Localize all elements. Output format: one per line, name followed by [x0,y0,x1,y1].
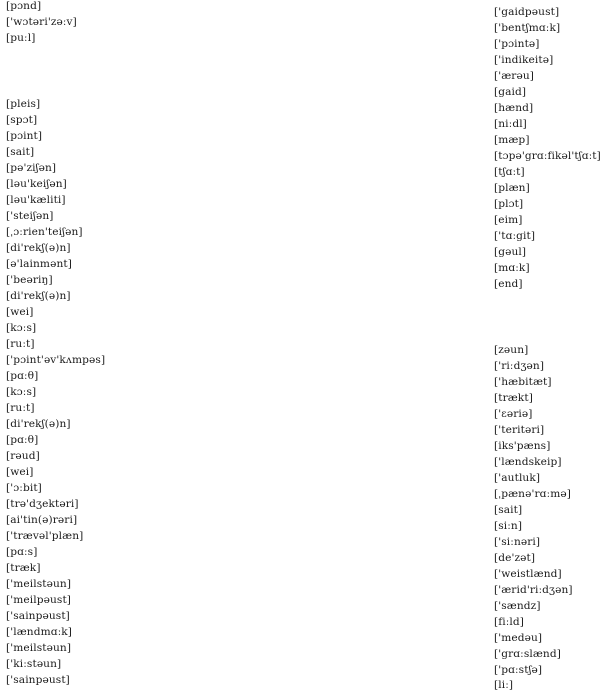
phonetic-entry: [wei] [6,306,34,318]
phonetic-entry: ['gaidpəust] [494,6,560,18]
phonetic-entry: [tʃɑːt] [494,166,525,178]
phonetic-entry: [kɔːs] [6,322,37,334]
phonetic-entry: [de'zət] [494,552,536,564]
phonetic-entry: [mɑːk] [494,262,530,274]
phonetic-entry: [ruːt] [6,338,35,350]
phonetic-entry: ['meilpəust] [6,594,72,606]
phonetic-entry: [spɔt] [6,114,38,126]
phonetic-entry: ['pɑːstʃə] [494,664,543,676]
phonetic-entry: [niːdl] [494,118,527,130]
phonetic-entry: [hænd] [494,102,534,114]
phonetic-entry: ['pɔint'əv'kʌmpəs] [6,354,106,366]
phonetic-entry: ['ærəu] [494,70,534,82]
phonetic-entry: [sait] [6,146,35,158]
phonetic-entry: [ˌpænə'rɑːmə] [494,488,571,500]
phonetic-entry: ['sainpəust] [6,610,70,622]
phonetic-entry: ['steiʃən] [6,210,54,222]
phonetic-entry: [ˌɔːrien'teiʃən] [6,226,83,238]
phonetic-entry: ['ærid'riːdʒən] [494,584,573,596]
phonetic-entry: [siːn] [494,520,523,532]
phonetic-entry: ['sainpəust] [6,674,70,686]
phonetic-entry: [pɑːθ] [6,370,39,382]
phonetic-entry: [pɔnd] [6,0,42,12]
phonetic-entry: [ruːt] [6,402,35,414]
phonetic-entry: [gaid] [494,86,527,98]
phonetic-entry: ['bentʃmɑːk] [494,22,561,34]
phonetic-entry: ['weistlænd] [494,568,562,580]
phonetic-entry: [pɔint] [6,130,43,142]
phonetic-entry: [plɔt] [494,198,524,210]
phonetic-entry: ['kiːstəun] [6,658,62,670]
phonetic-entry: ['meilstəun] [6,578,72,590]
phonetic-entry: ['lændmɑːk] [6,626,73,638]
phonetic-entry: [puːl] [6,32,36,44]
phonetic-entry: [end] [494,278,523,290]
phonetic-entry: ['meilstəun] [6,642,72,654]
phonetic-entry: [gəul] [494,246,527,258]
phonetic-entry: ['indikeitə] [494,54,554,66]
phonetic-entry: [sait] [494,504,523,516]
phonetic-entry: ['grɑːslænd] [494,648,561,660]
phonetic-entry: ['hæbitæt] [494,376,552,388]
phonetic-entry: ['lændskeip] [494,456,562,468]
phonetic-entry: [ləu'kæliti] [6,194,66,206]
phonetic-entry: ['wɔtəri'zəːv] [6,16,77,28]
phonetic-entry: ['autluk] [494,472,541,484]
phonetic-entry: [eim] [494,214,523,226]
phonetic-entry: ['siːnəri] [494,536,541,548]
phonetic-entry: ['teritəri] [494,424,545,436]
phonetic-entry: ['beəriŋ] [6,274,53,286]
phonetic-entry: ['trævəl'plæn] [6,530,84,542]
phonetic-entry: [pə'ziʃən] [6,162,57,174]
phonetic-entry: [zəun] [494,344,529,356]
phonetic-entry: [fiːld] [494,616,525,628]
phonetic-entry: [ai'tin(ə)rəri] [6,514,78,526]
phonetic-entry: ['sændz] [494,600,541,612]
phonetic-entry: [wei] [6,466,34,478]
phonetic-entry: [di'rekʃ(ə)n] [6,290,71,302]
phonetic-entry: ['ɛəriə] [494,408,533,420]
phonetic-entry: [pɑːθ] [6,434,39,446]
phonetic-entry: [trækt] [494,392,533,404]
phonetic-entry: [pɑːs] [6,546,38,558]
phonetic-entry: [ləu'keiʃən] [6,178,67,190]
phonetic-entry: ['riːdʒən] [494,360,545,372]
phonetic-entry: [iks'pæns] [494,440,551,452]
phonetic-entry: [tɔpə'grɑːfikəl'tʃɑːt] [494,150,601,162]
phonetic-entry: [pleis] [6,98,41,110]
phonetic-entry: ['medəu] [494,632,543,644]
phonetic-entry: [plæn] [494,182,530,194]
phonetic-entry: [mæp] [494,134,530,146]
phonetic-entry: ['ɔːbit] [6,482,42,494]
phonetic-entry: [di'rekʃ(ə)n] [6,242,71,254]
phonetic-entry: [di'rekʃ(ə)n] [6,418,71,430]
phonetic-entry: [ə'lainmənt] [6,258,72,270]
phonetic-entry: [trə'dʒektəri] [6,498,79,510]
phonetic-entry: [rəud] [6,450,40,462]
phonetic-entry: ['pɔintə] [494,38,540,50]
phonetic-entry: [træk] [6,562,41,574]
phonetic-entry: [liː] [494,679,514,691]
phonetic-entry: ['tɑːgit] [494,230,536,242]
phonetic-entry: [kɔːs] [6,386,37,398]
